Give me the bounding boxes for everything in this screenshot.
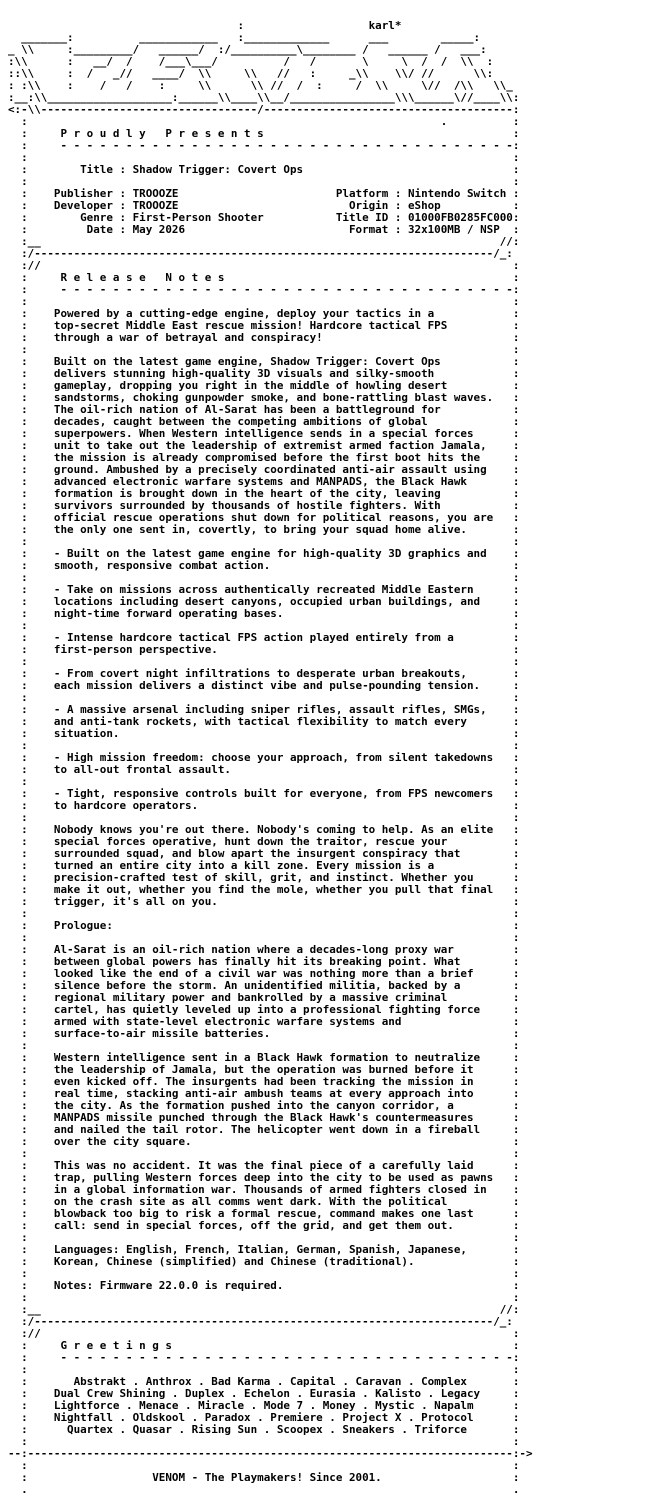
nfo-line: : precision-crafted test of skill, grit, and instinct. Whether you : bbox=[8, 871, 520, 884]
nfo-line: : regional military power and bankrolled by a massive criminal : bbox=[8, 991, 520, 1004]
nfo-line: : Powered by a cutting-edge engine, deploy your tactics in a : bbox=[8, 307, 520, 320]
nfo-line: : real time, stacking anti-air ambush teams at every approach into : bbox=[8, 1087, 520, 1100]
nfo-line: --:--------------------------------------------------------------------------:-> bbox=[8, 1447, 533, 1460]
nfo-line: : Nobody knows you're out there. Nobody's coming to help. As an elite : bbox=[8, 823, 520, 836]
nfo-line: : unit to take out the leadership of extremist armed faction Jamala, : bbox=[8, 439, 520, 452]
nfo-line: : P r o u d l y P r e s e n t s : bbox=[8, 127, 520, 140]
nfo-line: :__ //: bbox=[8, 235, 520, 248]
nfo-line: : situation. : bbox=[8, 727, 520, 740]
nfo-line: : top-secret Middle East rescue mission! Hardcore tactical FPS : bbox=[8, 319, 520, 332]
nfo-line: : : bbox=[8, 1147, 520, 1160]
nfo-line: : : bbox=[8, 1267, 520, 1280]
nfo-line: : to hardcore operators. : bbox=[8, 799, 520, 812]
nfo-line: : : bbox=[8, 343, 520, 356]
nfo-line: : in a global information war. Thousands of armed fighters closed in : bbox=[8, 1183, 520, 1196]
nfo-line: : - A massive arsenal including sniper rifles, assault rifles, SMGs, : bbox=[8, 703, 520, 716]
nfo-line: : : bbox=[8, 619, 520, 632]
nfo-line: : : bbox=[8, 1291, 520, 1304]
nfo-line: : delivers stunning high-quality 3D visuals and silky-smooth : bbox=[8, 367, 520, 380]
nfo-line: : trap, pulling Western forces deep into the city to be used as pawns : bbox=[8, 1171, 520, 1184]
nfo-line: : This was no accident. It was the final piece of a carefully laid : bbox=[8, 1159, 520, 1172]
nfo-line: : : bbox=[8, 655, 520, 668]
nfo-line: : decades, caught between the competing ambitions of global : bbox=[8, 415, 520, 428]
nfo-line: : locations including desert canyons, occupied urban buildings, and : bbox=[8, 595, 520, 608]
nfo-line: : :\\ : / / : \\ \\ // / : / \\ \// /\\ \\_ bbox=[8, 79, 513, 92]
nfo-line: : Prologue: : bbox=[8, 919, 520, 932]
nfo-line: : : bbox=[8, 1435, 520, 1448]
nfo-line: : between global powers has finally hit its breaking point. What : bbox=[8, 955, 520, 968]
nfo-line: : Built on the latest game engine, Shadow Trigger: Covert Ops : bbox=[8, 355, 520, 368]
nfo-line: : over the city square. : bbox=[8, 1135, 520, 1148]
nfo-line: : : bbox=[8, 739, 520, 752]
nfo-line: : Notes: Firmware 22.0.0 is required. : bbox=[8, 1279, 520, 1292]
nfo-line: : the only one sent in, covertly, to bring your squad home alive. : bbox=[8, 523, 520, 536]
nfo-line: : cartel, has quietly leveled up into a professional fighting force : bbox=[8, 1003, 520, 1016]
nfo-line: : Al-Sarat is an oil-rich nation where a decades-long proxy war : bbox=[8, 943, 520, 956]
nfo-line: : to all-out frontal assault. : bbox=[8, 763, 520, 776]
nfo-line: : gameplay, dropping you right in the middle of howling desert : bbox=[8, 379, 520, 392]
nfo-line: : : bbox=[8, 295, 520, 308]
nfo-line: : R e l e a s e N o t e s : bbox=[8, 271, 520, 284]
nfo-line: : . : bbox=[8, 115, 520, 128]
nfo-line: : on the crash site as all comms went dark. With the political : bbox=[8, 1195, 520, 1208]
nfo-line: : and nailed the tail rotor. The helicopter went down in a fireball : bbox=[8, 1123, 520, 1136]
nfo-line: : official rescue operations shut down for political reasons, you are : bbox=[8, 511, 520, 524]
nfo-line: : - High mission freedom: choose your approach, from silent takedowns : bbox=[8, 751, 520, 764]
nfo-line: : ground. Ambushed by a precisely coordinated anti-air assault using : bbox=[8, 463, 520, 476]
nfo-line: : blowback too big to risk a formal rescue, command makes one last : bbox=[8, 1207, 520, 1220]
nfo-line: : : bbox=[8, 1459, 520, 1472]
nfo-line: : - From covert night infiltrations to desperate urban breakouts, : bbox=[8, 667, 520, 680]
nfo-line: : : bbox=[8, 907, 520, 920]
nfo-line: ::\\ : / _// ____/ \\ \\ // : _\\ \\/ // \\: bbox=[8, 67, 494, 80]
nfo-line: :// : bbox=[8, 1327, 520, 1340]
nfo-line: : superpowers. When Western intelligence sends in a special forces : bbox=[8, 427, 520, 440]
nfo-line: : Genre : First-Person Shooter Title ID : 01000FB0285FC000: bbox=[8, 211, 520, 224]
nfo-line: : : bbox=[8, 151, 520, 164]
nfo-line: : - Tight, responsive controls built for everyone, from FPS newcomers : bbox=[8, 787, 520, 800]
nfo-line: : : bbox=[8, 571, 520, 584]
nfo-line: : karl* bbox=[8, 19, 474, 32]
nfo-line: : Date : May 2026 Format : 32x100MB / NSP : bbox=[8, 223, 520, 236]
nfo-line: :/----------------------------------------------------------------------/_: bbox=[8, 247, 513, 260]
nfo-line: : special forces operative, hunt down the traitor, rescue your : bbox=[8, 835, 520, 848]
nfo-line: : : bbox=[8, 535, 520, 548]
nfo-line: : Nightfall . Oldskool . Paradox . Premiere . Project X . Protocol : bbox=[8, 1411, 520, 1424]
nfo-line: : Western intelligence sent in a Black Hawk formation to neutralize : bbox=[8, 1051, 520, 1064]
nfo-line: : Languages: English, French, Italian, German, Spanish, Japanese, : bbox=[8, 1243, 520, 1256]
nfo-line: : : bbox=[8, 1231, 520, 1244]
nfo-line: : : bbox=[8, 811, 520, 824]
nfo-line: : : bbox=[8, 775, 520, 788]
nfo-line: : the city. As the formation pushed into the canyon corridor, a : bbox=[8, 1099, 520, 1112]
nfo-line: _ \\ :_________/ ______/ :/__________\________ / ______ / ___: bbox=[8, 43, 487, 56]
nfo-line: : the leadership of Jamala, but the operation was burned before it : bbox=[8, 1063, 520, 1076]
nfo-line: : sandstorms, choking gunpowder smoke, and bone-rattling blast waves. : bbox=[8, 391, 520, 404]
nfo-line: : surrounded squad, and blow apart the insurgent conspiracy that : bbox=[8, 847, 520, 860]
nfo-line: : G r e e t i n g s : bbox=[8, 1339, 520, 1352]
nfo-line: : MANPADS missile punched through the Black Hawk's countermeasures : bbox=[8, 1111, 520, 1124]
nfo-line: : call: send in special forces, off the grid, and get them out. : bbox=[8, 1219, 520, 1232]
nfo-line: <:-\\---------------------------------/--------------------------------------: bbox=[8, 103, 520, 116]
nfo-line: : trigger, it's all on you. : bbox=[8, 895, 520, 908]
nfo-line: : silence before the storm. An unidentified militia, backed by a : bbox=[8, 979, 520, 992]
nfo-line: : - - - - - - - - - - - - - - - - - - - - - - - - - - - - - - - - - - -: bbox=[8, 1351, 520, 1364]
nfo-line: : even kicked off. The insurgents had been tracking the mission in : bbox=[8, 1075, 520, 1088]
nfo-line: : night-time forward operating bases. : bbox=[8, 607, 520, 620]
nfo-line: : surface-to-air missile batteries. : bbox=[8, 1027, 520, 1040]
nfo-line: : : bbox=[8, 175, 520, 188]
nfo-line: : survivors surrounded by thousands of hostile fighters. With : bbox=[8, 499, 520, 512]
nfo-line: : armed with state-level electronic warfare systems and : bbox=[8, 1015, 520, 1028]
nfo-line: : - Built on the latest game engine for high-quality 3D graphics and : bbox=[8, 547, 520, 560]
nfo-line: :// : bbox=[8, 259, 520, 272]
nfo-line: : VENOM - The Playmakers! Since 2001. : bbox=[8, 1471, 520, 1484]
nfo-line: :\\ : __/ / /___\___/ / / \ \ / / \\ : bbox=[8, 55, 494, 68]
nfo-line: : : bbox=[8, 931, 520, 944]
nfo-line: : - Intense hardcore tactical FPS action played entirely from a : bbox=[8, 631, 520, 644]
nfo-line: : turned an entire city into a kill zone. Every mission is a : bbox=[8, 859, 520, 872]
nfo-line: : : bbox=[8, 691, 520, 704]
nfo-line: : and anti-tank rockets, with tactical flexibility to match every : bbox=[8, 715, 520, 728]
nfo-line: : : bbox=[8, 1039, 520, 1052]
nfo-line: : looked like the end of a civil war was nothing more than a brief : bbox=[8, 967, 520, 980]
nfo-line: : : bbox=[8, 1363, 520, 1376]
nfo-line: : Dual Crew Shining . Duplex . Echelon . Eurasia . Kalisto . Legacy : bbox=[8, 1387, 520, 1400]
nfo-line: :/----------------------------------------------------------------------/_: bbox=[8, 1315, 513, 1328]
nfo-line: : Korean, Chinese (simplified) and Chinese (traditional). : bbox=[8, 1255, 520, 1268]
nfo-line: _______: ____________ :_____________ ___ _____: bbox=[8, 31, 481, 44]
nfo-line: : advanced electronic warfare systems and MANPADS, the Black Hawk : bbox=[8, 475, 520, 488]
nfo-line: : formation is brought down in the heart of the city, leaving : bbox=[8, 487, 520, 500]
nfo-line: . . bbox=[8, 1483, 520, 1496]
nfo-line: : - - - - - - - - - - - - - - - - - - - - - - - - - - - - - - - - - - -: bbox=[8, 283, 520, 296]
nfo-line: : Developer : TROOOZE Origin : eShop : bbox=[8, 199, 520, 212]
nfo-line: : Publisher : TROOOZE Platform : Nintendo Switch : bbox=[8, 187, 520, 200]
nfo-line: : through a war of betrayal and conspiracy! : bbox=[8, 331, 520, 344]
nfo-line: : - Take on missions across authentically recreated Middle Eastern : bbox=[8, 583, 520, 596]
nfo-line: : each mission delivers a distinct vibe and pulse-pounding tension. : bbox=[8, 679, 520, 692]
nfo-line: : Abstrakt . Anthrox . Bad Karma . Capital . Caravan . Complex : bbox=[8, 1375, 520, 1388]
nfo-line: : the mission is already compromised before the first boot hits the : bbox=[8, 451, 520, 464]
nfo-line: : Title : Shadow Trigger: Covert Ops : bbox=[8, 163, 520, 176]
nfo-line: : smooth, responsive combat action. : bbox=[8, 559, 520, 572]
nfo-text bbox=[8, 20, 640, 1496]
nfo-line: : make it out, whether you find the mole, whether you pull that final : bbox=[8, 883, 520, 896]
nfo-line: : first-person perspective. : bbox=[8, 643, 520, 656]
nfo-line: : - - - - - - - - - - - - - - - - - - - - - - - - - - - - - - - - - - -: bbox=[8, 139, 520, 152]
nfo-line: : The oil-rich nation of Al-Sarat has been a battleground for : bbox=[8, 403, 520, 416]
nfo-line: :__ //: bbox=[8, 1303, 520, 1316]
nfo-line: :__:\\___________________:______\\____\\__/________________\\\______\//____\\: bbox=[8, 91, 520, 104]
nfo-line: : Lightforce . Menace . Miracle . Mode 7 . Money . Mystic . Napalm : bbox=[8, 1399, 520, 1412]
nfo-line: : Quartex . Quasar . Rising Sun . Scoopex . Sneakers . Triforce : bbox=[8, 1423, 520, 1436]
